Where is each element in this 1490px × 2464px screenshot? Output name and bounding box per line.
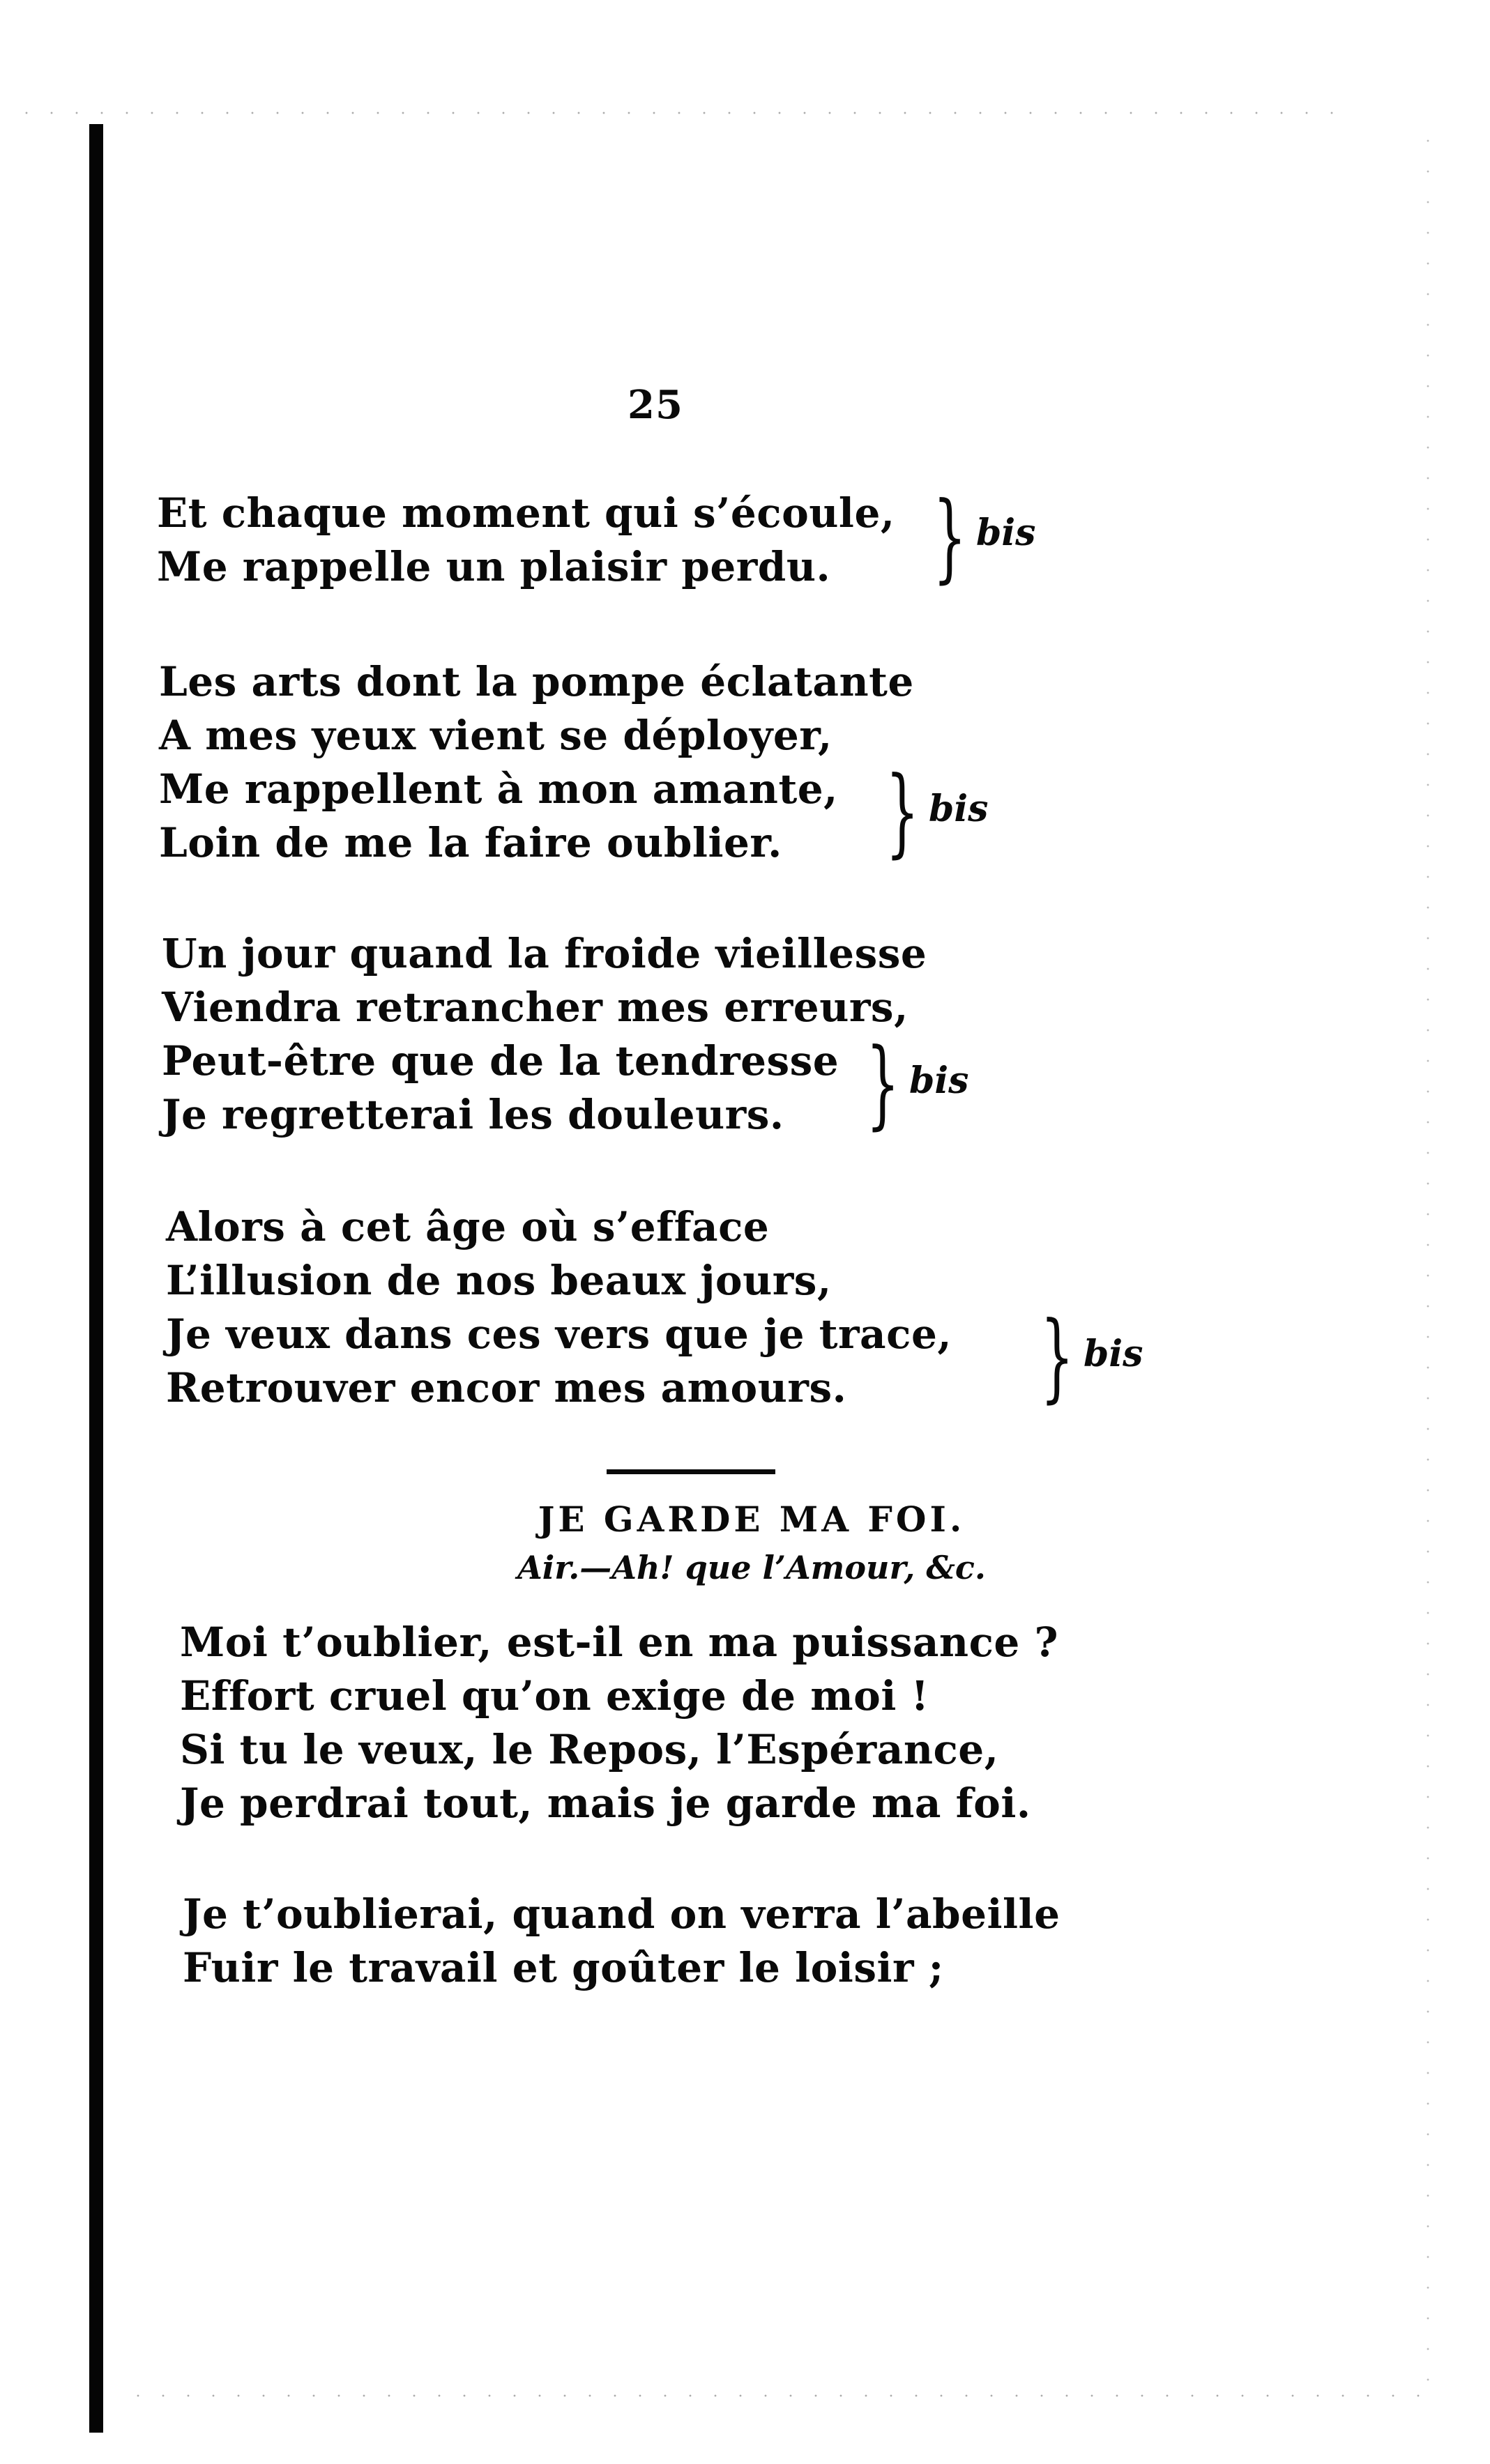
verse-line: Et chaque moment qui s’écoule, <box>157 489 895 537</box>
verse-line: L’illusion de nos beaux jours, <box>166 1257 832 1304</box>
refrain-brace: } <box>1040 1301 1074 1413</box>
page-bottom-edge <box>126 2394 1436 2397</box>
refrain-brace: } <box>866 1027 900 1140</box>
verse-line: Je veux dans ces vers que je trace, <box>166 1310 952 1358</box>
verse-line: Alors à cet âge où s’efface <box>166 1203 770 1250</box>
page-number: 25 <box>628 382 683 428</box>
refrain-mark: bis <box>929 788 989 830</box>
verse-line: Les arts dont la pompe éclatante <box>159 658 914 705</box>
verse-line: Me rappellent à mon amante, <box>159 765 838 813</box>
verse-line: Fuir le travail et goûter le loisir ; <box>183 1944 944 1991</box>
verse-line: Me rappelle un plaisir perdu. <box>157 543 831 590</box>
refrain-brace: } <box>933 481 967 593</box>
refrain-mark: bis <box>976 512 1036 554</box>
verse-line: Viendra retrancher mes erreurs, <box>162 984 909 1031</box>
stanza-2 <box>159 655 914 870</box>
verse-line: A mes yeux vient se déployer, <box>159 712 833 759</box>
refrain-mark: bis <box>1084 1333 1143 1375</box>
verse-line: Un jour quand la froide vieillesse <box>162 930 927 977</box>
verse-line: Effort cruel qu’on exige de moi ! <box>180 1672 929 1720</box>
verse-line: Je t’oublierai, quand on verra l’abeille <box>183 1890 1061 1938</box>
stanza-3 <box>162 927 927 1142</box>
section-divider <box>607 1469 775 1474</box>
song-title: JE GARDE MA FOI. <box>538 1499 966 1540</box>
verse-line: Je perdrai tout, mais je garde ma foi. <box>180 1780 1031 1827</box>
song-stanza-1 <box>180 1616 1058 1830</box>
page-right-edge <box>1427 125 1429 2398</box>
refrain-mark: bis <box>909 1059 969 1102</box>
refrain-brace: } <box>885 756 920 868</box>
page-top-edge <box>14 112 1339 114</box>
verse-line: Moi t’oublier, est-il en ma puissance ? <box>180 1619 1058 1666</box>
verse-line: Retrouver encor mes amours. <box>166 1364 847 1411</box>
song-stanza-2 <box>183 1888 1060 1995</box>
verse-line: Si tu le veux, le Repos, l’Espérance, <box>180 1726 999 1773</box>
book-spine-edge <box>89 124 103 2433</box>
verse-line: Peut-être que de la tendresse <box>162 1037 839 1085</box>
stanza-1 <box>157 487 895 594</box>
stanza-4 <box>166 1200 952 1415</box>
verse-line: Loin de me la faire oublier. <box>159 819 782 866</box>
song-air: Air.—Ah! que l’Amour, &c. <box>517 1549 986 1586</box>
verse-line: Je regretterai les douleurs. <box>162 1091 784 1138</box>
